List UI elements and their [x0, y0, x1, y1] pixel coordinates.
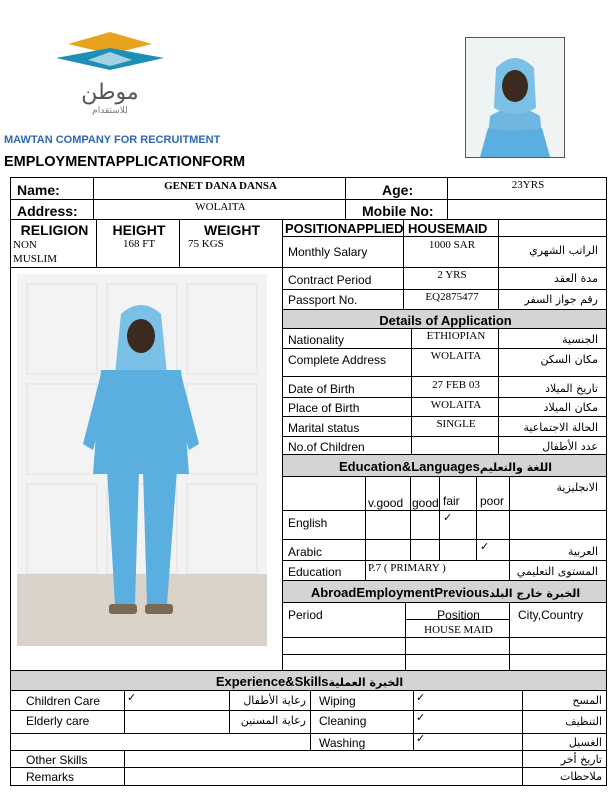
- nationality-arabic-cell: [498, 328, 607, 349]
- dob-value: 27 FEB 03: [432, 379, 480, 391]
- abroad-header: [282, 580, 607, 603]
- salary-value: 1000 SAR: [428, 239, 476, 251]
- washing-check-cell: [413, 733, 523, 751]
- lang-poor-header-cell: [476, 476, 510, 511]
- address-value: WOLAITA: [195, 201, 246, 213]
- abroad-title-ar: الخبرة خارج البلد: [489, 587, 581, 600]
- washing-check-icon: ✓: [416, 733, 426, 745]
- english-fair-check-icon: ✓: [443, 511, 453, 524]
- age-value-cell: [447, 177, 607, 200]
- abroad-title: [283, 585, 607, 600]
- lang-header-arabic: [509, 476, 607, 511]
- arabic-vgood: [365, 539, 411, 561]
- position-label-cell: [282, 219, 404, 237]
- washing-arabic-cell: [522, 733, 607, 751]
- english-poor: [476, 510, 510, 540]
- other-skills-value-cell: [124, 750, 523, 768]
- children-arabic-cell: [498, 436, 607, 455]
- wiping-check-cell: [413, 690, 523, 711]
- dob-label-cell: [282, 376, 412, 398]
- weight-value: 75 KGS: [188, 238, 224, 250]
- education-value: P.7 ( PRIMARY ): [368, 562, 446, 574]
- other-skills-label-cell: [10, 750, 125, 768]
- children-care-check-cell: [124, 690, 230, 711]
- education-label-cell: [282, 560, 366, 581]
- height-value: 168 FT: [122, 238, 156, 250]
- passport-arabic: رقم جواز السفر: [524, 293, 598, 306]
- pob-label: Place of Birth: [288, 401, 360, 415]
- pob-value-cell: [411, 397, 499, 417]
- english-arabic: الانجليزية: [556, 481, 598, 494]
- address-value-cell: [93, 199, 346, 220]
- address-label: Address:: [17, 203, 78, 219]
- height-label: HEIGHT: [112, 222, 166, 238]
- cleaning-arabic: التنظيف: [565, 715, 602, 728]
- other-skills-arabic-cell: [522, 750, 607, 768]
- elderly-care-label: Elderly care: [26, 714, 90, 728]
- education-title-en: Education&Languages: [338, 459, 480, 474]
- age-value: 23YRS: [511, 179, 545, 191]
- passport-label: Passport No.: [288, 293, 358, 307]
- position-extra-cell: [498, 219, 607, 237]
- abroad-title-en: AbroadEmploymentPrevious: [310, 585, 490, 600]
- english-vgood: [365, 510, 411, 540]
- name-value: GENET DANA DANSA: [164, 180, 277, 192]
- remarks-label-cell: [10, 767, 125, 786]
- passport-photo: [465, 37, 565, 158]
- position-value-cell: [403, 219, 499, 237]
- arabic-poor: [476, 539, 510, 561]
- passport-label-cell: [282, 289, 404, 310]
- position-value: HOUSEMAID: [408, 221, 488, 236]
- salary-value-cell: [403, 236, 499, 268]
- nationality-label: Nationality: [288, 333, 345, 347]
- washing-arabic: الغسيل: [568, 736, 602, 749]
- education-title-ar: اللغة والتعليم: [479, 461, 552, 474]
- contract-period-label: Contract Period: [288, 273, 372, 287]
- mobile-label: Mobile No:: [362, 203, 434, 219]
- english-fair: [439, 510, 477, 540]
- abroad-country-header: City,Country: [518, 608, 584, 622]
- remarks-arabic-cell: [522, 767, 607, 786]
- education-header: [282, 454, 607, 477]
- cleaning-label-cell: [310, 710, 414, 734]
- passport-arabic-cell: [498, 289, 607, 310]
- abroad-row-line-2: [282, 637, 607, 638]
- remarks-value-cell: [124, 767, 523, 786]
- lang-good-header: good: [412, 496, 439, 510]
- other-skills-label: Other Skills: [26, 753, 88, 767]
- contract-period-label-cell: [282, 267, 404, 290]
- salary-label: Monthly Salary: [288, 245, 368, 259]
- arabic-fair: [439, 539, 477, 561]
- children-arabic: عدد الأطفال: [542, 440, 598, 453]
- pob-label-cell: [282, 397, 412, 417]
- wiping-label: Wiping: [319, 694, 356, 708]
- marital-arabic-cell: [498, 416, 607, 437]
- lang-fair-header: fair: [443, 494, 460, 508]
- pob-value: WOLAITA: [430, 399, 482, 411]
- dob-label: Date of Birth: [288, 382, 355, 396]
- address-full-value: WOLAITA: [430, 350, 482, 362]
- contract-period-arabic-cell: [498, 267, 607, 290]
- contract-period-value-cell: [403, 267, 499, 290]
- abroad-row-line: [405, 619, 510, 620]
- weight-label: WEIGHT: [204, 222, 260, 238]
- english-label: English: [288, 516, 328, 530]
- dob-arabic-cell: [498, 376, 607, 398]
- education-arabic: المستوى التعليمي: [516, 565, 598, 578]
- lang-vgood-header: v.good: [368, 496, 404, 510]
- contract-period-value: 2 YRS: [437, 269, 467, 281]
- full-body-photo: [17, 274, 267, 646]
- religion-label: RELIGION: [20, 222, 89, 238]
- logo-mark-icon: [48, 30, 168, 86]
- address-full-arabic: مكان السكن: [540, 353, 598, 366]
- remarks-label: Remarks: [26, 770, 75, 784]
- elderly-care-arabic: رعاية المسنين: [240, 714, 306, 727]
- address-label-cell: [10, 199, 94, 220]
- dob-arabic: تاريخ الميلاد: [545, 382, 598, 395]
- education-label: Education: [288, 565, 342, 579]
- lang-vgood-header-cell: [365, 476, 411, 511]
- contract-period-arabic: مدة العقد: [554, 272, 598, 285]
- english-label-cell: [282, 510, 366, 540]
- experience-title: [11, 674, 607, 689]
- arabic-arabic: العربية: [567, 545, 598, 558]
- nationality-value-cell: [411, 328, 499, 349]
- experience-header: [10, 670, 607, 691]
- dob-value-cell: [411, 376, 499, 398]
- pob-arabic-cell: [498, 397, 607, 417]
- marital-value-cell: [411, 416, 499, 437]
- cleaning-check-icon: ✓: [416, 711, 426, 724]
- arabic-good: [410, 539, 440, 561]
- blank-left-row3: [10, 733, 311, 751]
- name-label: Name:: [17, 182, 60, 198]
- children-label: No.of Children: [288, 440, 365, 454]
- details-title: Details of Application: [379, 313, 512, 328]
- experience-title-en: Experience&Skills: [215, 674, 329, 689]
- position-label: POSITIONAPPLIED: [285, 221, 404, 236]
- lang-good-header-cell: [410, 476, 440, 511]
- elderly-care-arabic-cell: [229, 710, 311, 734]
- children-value-cell: [411, 436, 499, 455]
- address-full-value-cell: [411, 348, 499, 377]
- salary-label-cell: [282, 236, 404, 268]
- address-full-arabic-cell: [498, 348, 607, 377]
- washing-label-cell: [310, 733, 414, 751]
- arabic-label: Arabic: [288, 545, 323, 559]
- weight-cell: [179, 219, 283, 268]
- wiping-arabic-cell: [522, 690, 607, 711]
- salary-arabic-cell: [498, 236, 607, 268]
- lang-header-blank: [282, 476, 366, 511]
- nationality-arabic: الجنسية: [562, 333, 598, 346]
- mobile-label-cell: [345, 199, 448, 220]
- children-label-cell: [282, 436, 412, 455]
- passport-value-cell: [403, 289, 499, 310]
- logo-arabic-tagline: للاستقدام: [92, 106, 128, 116]
- lang-poor-header: poor: [480, 494, 505, 508]
- logo-arabic-name: موطن: [81, 80, 139, 105]
- washing-label: Washing: [319, 736, 366, 750]
- age-label: Age:: [382, 182, 414, 198]
- salary-arabic: الراتب الشهري: [529, 244, 598, 257]
- address-full-label: Complete Address: [288, 353, 387, 367]
- elderly-care-check-cell: [124, 710, 230, 734]
- wiping-label-cell: [310, 690, 414, 711]
- abroad-position-header: Position: [437, 608, 480, 622]
- marital-arabic: الحالة الاجتماعية: [523, 421, 598, 434]
- company-logo: [48, 30, 168, 120]
- marital-label-cell: [282, 416, 412, 437]
- pob-arabic: مكان الميلاد: [543, 401, 598, 414]
- name-value-cell: [93, 177, 346, 200]
- arabic-label-cell: [282, 539, 366, 561]
- children-care-label-cell: [10, 690, 125, 711]
- abroad-position-value: HOUSE MAID: [424, 624, 493, 636]
- height-cell: [96, 219, 180, 268]
- other-skills-arabic: تاريخ أخر: [560, 753, 602, 766]
- education-arabic-cell: [509, 560, 607, 581]
- name-label-cell: [10, 177, 94, 200]
- passport-value: EQ2875477: [425, 291, 479, 303]
- english-good: [410, 510, 440, 540]
- elderly-care-label-cell: [10, 710, 125, 734]
- cleaning-check-cell: [413, 710, 523, 734]
- experience-title-ar: الخبرة العملية: [328, 676, 404, 689]
- children-care-arabic-cell: [229, 690, 311, 711]
- nationality-value: ETHIOPIAN: [426, 330, 486, 342]
- age-label-cell: [345, 177, 448, 200]
- abroad-row-line-3: [282, 654, 607, 655]
- children-care-label: Children Care: [26, 694, 101, 708]
- arabic-poor-check-icon: ✓: [480, 540, 490, 553]
- education-title: [283, 459, 607, 474]
- cleaning-arabic-cell: [522, 710, 607, 734]
- form-title: EMPLOYMENTAPPLICATIONFORM: [4, 154, 246, 170]
- marital-label: Marital status: [288, 421, 360, 435]
- abroad-period-header: Period: [288, 608, 323, 622]
- company-name: MAWTAN COMPANY FOR RECRUITMENT: [4, 134, 221, 146]
- religion-cell: [10, 219, 97, 268]
- wiping-check-icon: ✓: [416, 691, 426, 704]
- remarks-arabic: ملاحظات: [560, 770, 602, 783]
- marital-value: SINGLE: [436, 418, 476, 430]
- english-arabic-cell: [509, 510, 607, 540]
- children-care-arabic: رعاية الأطفال: [243, 694, 306, 707]
- children-care-check-icon: ✓: [127, 691, 137, 704]
- religion-value: NON MUSLIM: [13, 239, 58, 265]
- education-value-cell: [365, 560, 510, 581]
- details-header: [282, 309, 607, 329]
- cleaning-label: Cleaning: [319, 714, 367, 728]
- arabic-arabic-cell: [509, 539, 607, 561]
- address-full-label-cell: [282, 348, 412, 377]
- wiping-arabic: المسح: [572, 694, 602, 707]
- nationality-label-cell: [282, 328, 412, 349]
- lang-fair-header-cell: [439, 476, 477, 511]
- mobile-value-cell: [447, 199, 607, 220]
